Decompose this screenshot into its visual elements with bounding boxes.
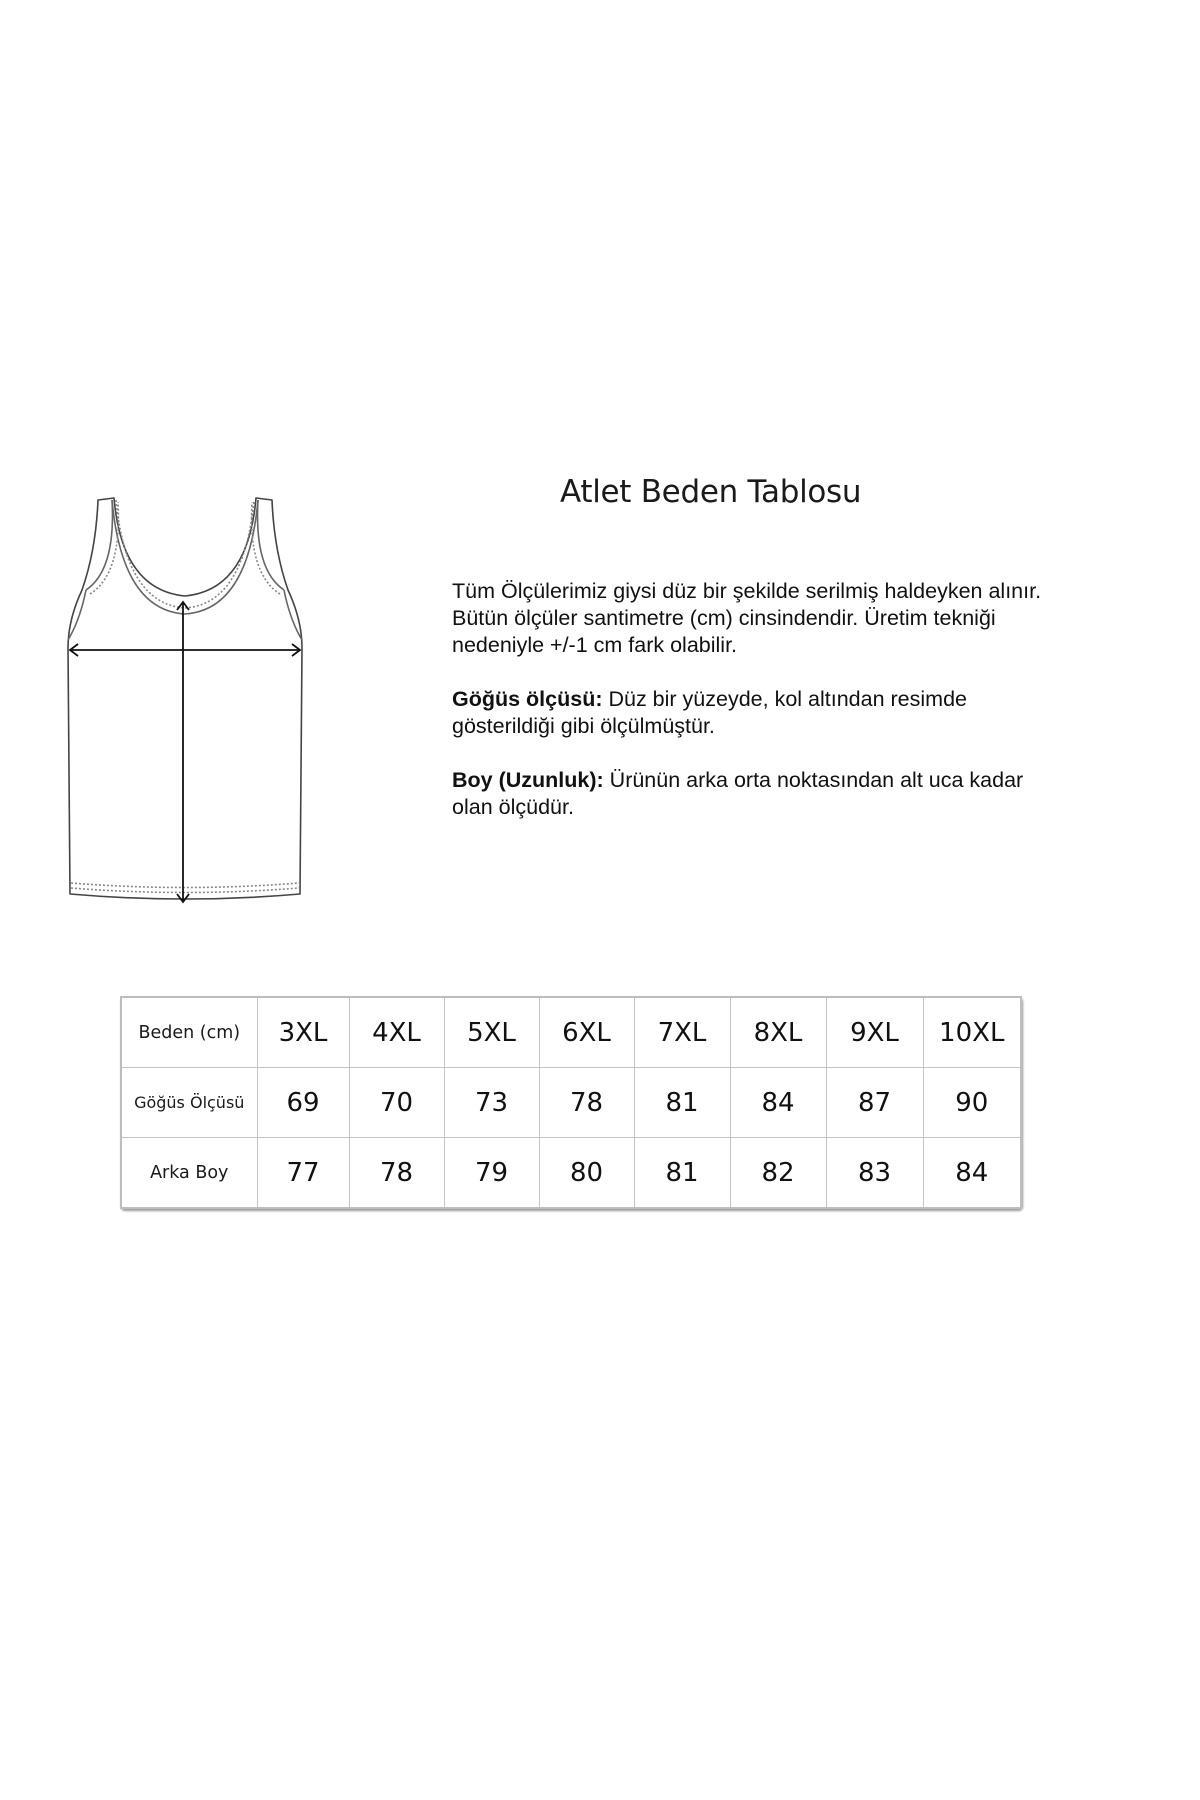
length-note-text: olan ölçüdür. bbox=[452, 795, 574, 819]
intro-line: Tüm Ölçülerimiz giysi düz bir şekilde serilmiş haldeyken alınır. bbox=[452, 579, 1042, 603]
size-cell: 7XL bbox=[634, 997, 730, 1068]
header-label-cell: Beden (cm) bbox=[121, 997, 257, 1068]
value-cell: 78 bbox=[539, 1068, 634, 1138]
tank-top-illustration bbox=[60, 490, 310, 910]
value-cell: 83 bbox=[826, 1138, 923, 1209]
length-note-label: Boy (Uzunluk): bbox=[452, 768, 604, 792]
row-label-cell: Göğüs Ölçüsü bbox=[121, 1068, 257, 1138]
value-cell: 81 bbox=[634, 1138, 730, 1209]
chest-note-text: gösterildiği gibi ölçülmüştür. bbox=[452, 714, 715, 738]
value-cell: 82 bbox=[730, 1138, 826, 1209]
value-cell: 73 bbox=[444, 1068, 539, 1138]
value-cell: 81 bbox=[634, 1068, 730, 1138]
chest-note-label: Göğüs ölçüsü: bbox=[452, 687, 603, 711]
value-cell: 69 bbox=[257, 1068, 349, 1138]
value-cell: 80 bbox=[539, 1138, 634, 1209]
value-cell: 84 bbox=[730, 1068, 826, 1138]
value-cell: 84 bbox=[923, 1138, 1021, 1209]
value-cell: 77 bbox=[257, 1138, 349, 1209]
chest-note-text: Düz bir yüzeyde, kol altından resimde bbox=[602, 687, 967, 711]
measurement-info bbox=[452, 578, 1172, 848]
value-cell: 79 bbox=[444, 1138, 539, 1209]
length-note-text: Ürünün arka orta noktasından alt uca kadar bbox=[603, 768, 1024, 792]
value-cell: 70 bbox=[349, 1068, 444, 1138]
value-cell: 87 bbox=[826, 1068, 923, 1138]
table-row-length bbox=[121, 1138, 1021, 1209]
row-label-cell: Arka Boy bbox=[121, 1138, 257, 1209]
table-row-header bbox=[121, 997, 1021, 1068]
page-title: Atlet Beden Tablosu bbox=[560, 474, 862, 510]
size-cell: 5XL bbox=[444, 997, 539, 1068]
value-cell: 78 bbox=[349, 1138, 444, 1209]
size-cell: 6XL bbox=[539, 997, 634, 1068]
table-row-chest bbox=[121, 1068, 1021, 1138]
intro-paragraph bbox=[452, 578, 1172, 659]
size-cell: 3XL bbox=[257, 997, 349, 1068]
value-cell: 90 bbox=[923, 1068, 1021, 1138]
chest-note bbox=[452, 686, 1172, 740]
size-cell: 8XL bbox=[730, 997, 826, 1068]
size-cell: 10XL bbox=[923, 997, 1021, 1068]
intro-line: Bütün ölçüler santimetre (cm) cinsindendir. Üretim tekniği bbox=[452, 606, 996, 630]
length-note bbox=[452, 767, 1172, 821]
size-cell: 4XL bbox=[349, 997, 444, 1068]
intro-line: nedeniyle +/-1 cm fark olabilir. bbox=[452, 633, 738, 657]
size-table bbox=[120, 996, 1022, 1209]
size-cell: 9XL bbox=[826, 997, 923, 1068]
